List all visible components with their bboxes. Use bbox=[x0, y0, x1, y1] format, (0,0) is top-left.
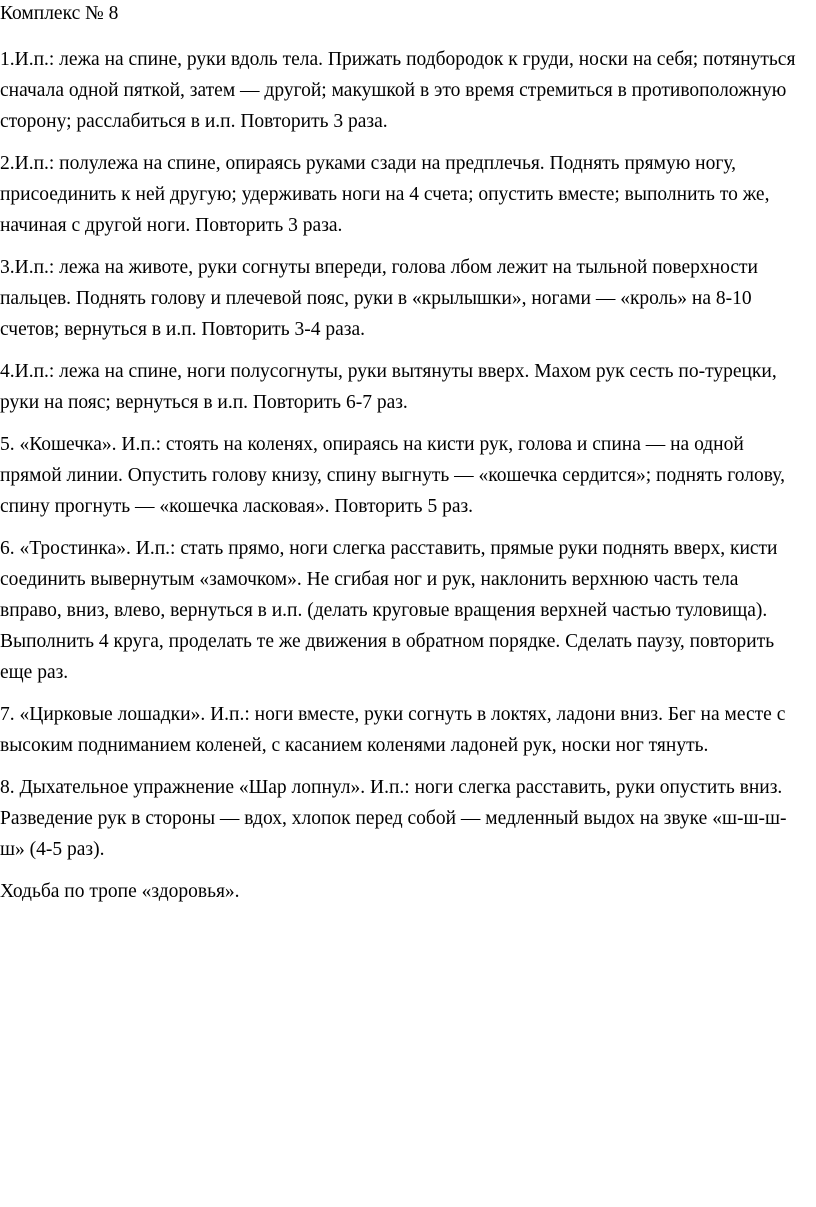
exercise-paragraph-3: 3.И.п.: лежа на животе, руки согнуты впереди, голова лбом лежит на тыльной поверхности пальцев. Поднять голову и плечевой пояс, руки в «крылышки», ногами — «кроль» на 8-10 счетов; вернуться в и.п. Повторить 3-4 раза. bbox=[0, 257, 758, 340]
exercise-paragraph-4: 4.И.п.: лежа на спине, ноги полусогнуты, руки вытянуты вверх. Махом рук сесть по-турецки, руки на пояс; вернуться в и.п. Повторить 6-7 раз. bbox=[0, 361, 777, 413]
document-title: Комплекс № 8 bbox=[0, 3, 119, 24]
exercise-paragraph-7: 7. «Цирковые лошадки». И.п.: ноги вместе, руки согнуть в локтях, ладони вниз. Бег на месте с высоким подниманием коленей, с касанием коленями ладоней рук, носки ног тянуть. bbox=[0, 704, 786, 756]
exercise-paragraph-2: 2.И.п.: полулежа на спине, опираясь руками сзади на предплечья. Поднять прямую ногу, присоединить к ней другую; удерживать ноги на 4 счета; опустить вместе; выполнить то же, начиная с другой ноги. Повторить 3 раза. bbox=[0, 153, 770, 236]
exercise-paragraph-5: 5. «Кошечка». И.п.: стоять на коленях, опираясь на кисти рук, голова и спина — на одной прямой линии. Опустить голову книзу, спину выгнуть — «кошечка сердится»; поднять голову, спину прогнуть — «кошечка ласковая». Повторить 5 раз. bbox=[0, 434, 785, 517]
exercise-paragraph-6: 6. «Тростинка». И.п.: стать прямо, ноги слегка расставить, прямые руки поднять вверх, кисти соединить вывернутым «замочком». Не сгибая ног и рук, наклонить верхнюю часть тела вправо, вниз, влево, вернуться в и.п. (делать круговые вращения верхней частью туловища). Выполнить 4 круга, проделать те же движения в обратном порядке. Сделать паузу, повторить еще раз. bbox=[0, 538, 778, 683]
exercise-paragraph-1: 1.И.п.: лежа на спине, руки вдоль тела. Прижать подбородок к груди, носки на себя; потянуться сначала одной пяткой, затем — другой; макушкой в это время стремиться в противоположную сторону; расслабиться в и.п. Повторить 3 раза. bbox=[0, 49, 796, 132]
closing-paragraph: Ходьба по тропе «здоровья». bbox=[0, 881, 240, 902]
document-body bbox=[0, 44, 802, 918]
exercise-paragraph-8: 8. Дыхательное упражнение «Шар лопнул». И.п.: ноги слегка расставить, руки опустить вниз. Разведение рук в стороны — вдох, хлопок перед собой — медленный выдох на звуке «ш-ш-ш-ш» (4-5 раз). bbox=[0, 777, 787, 860]
